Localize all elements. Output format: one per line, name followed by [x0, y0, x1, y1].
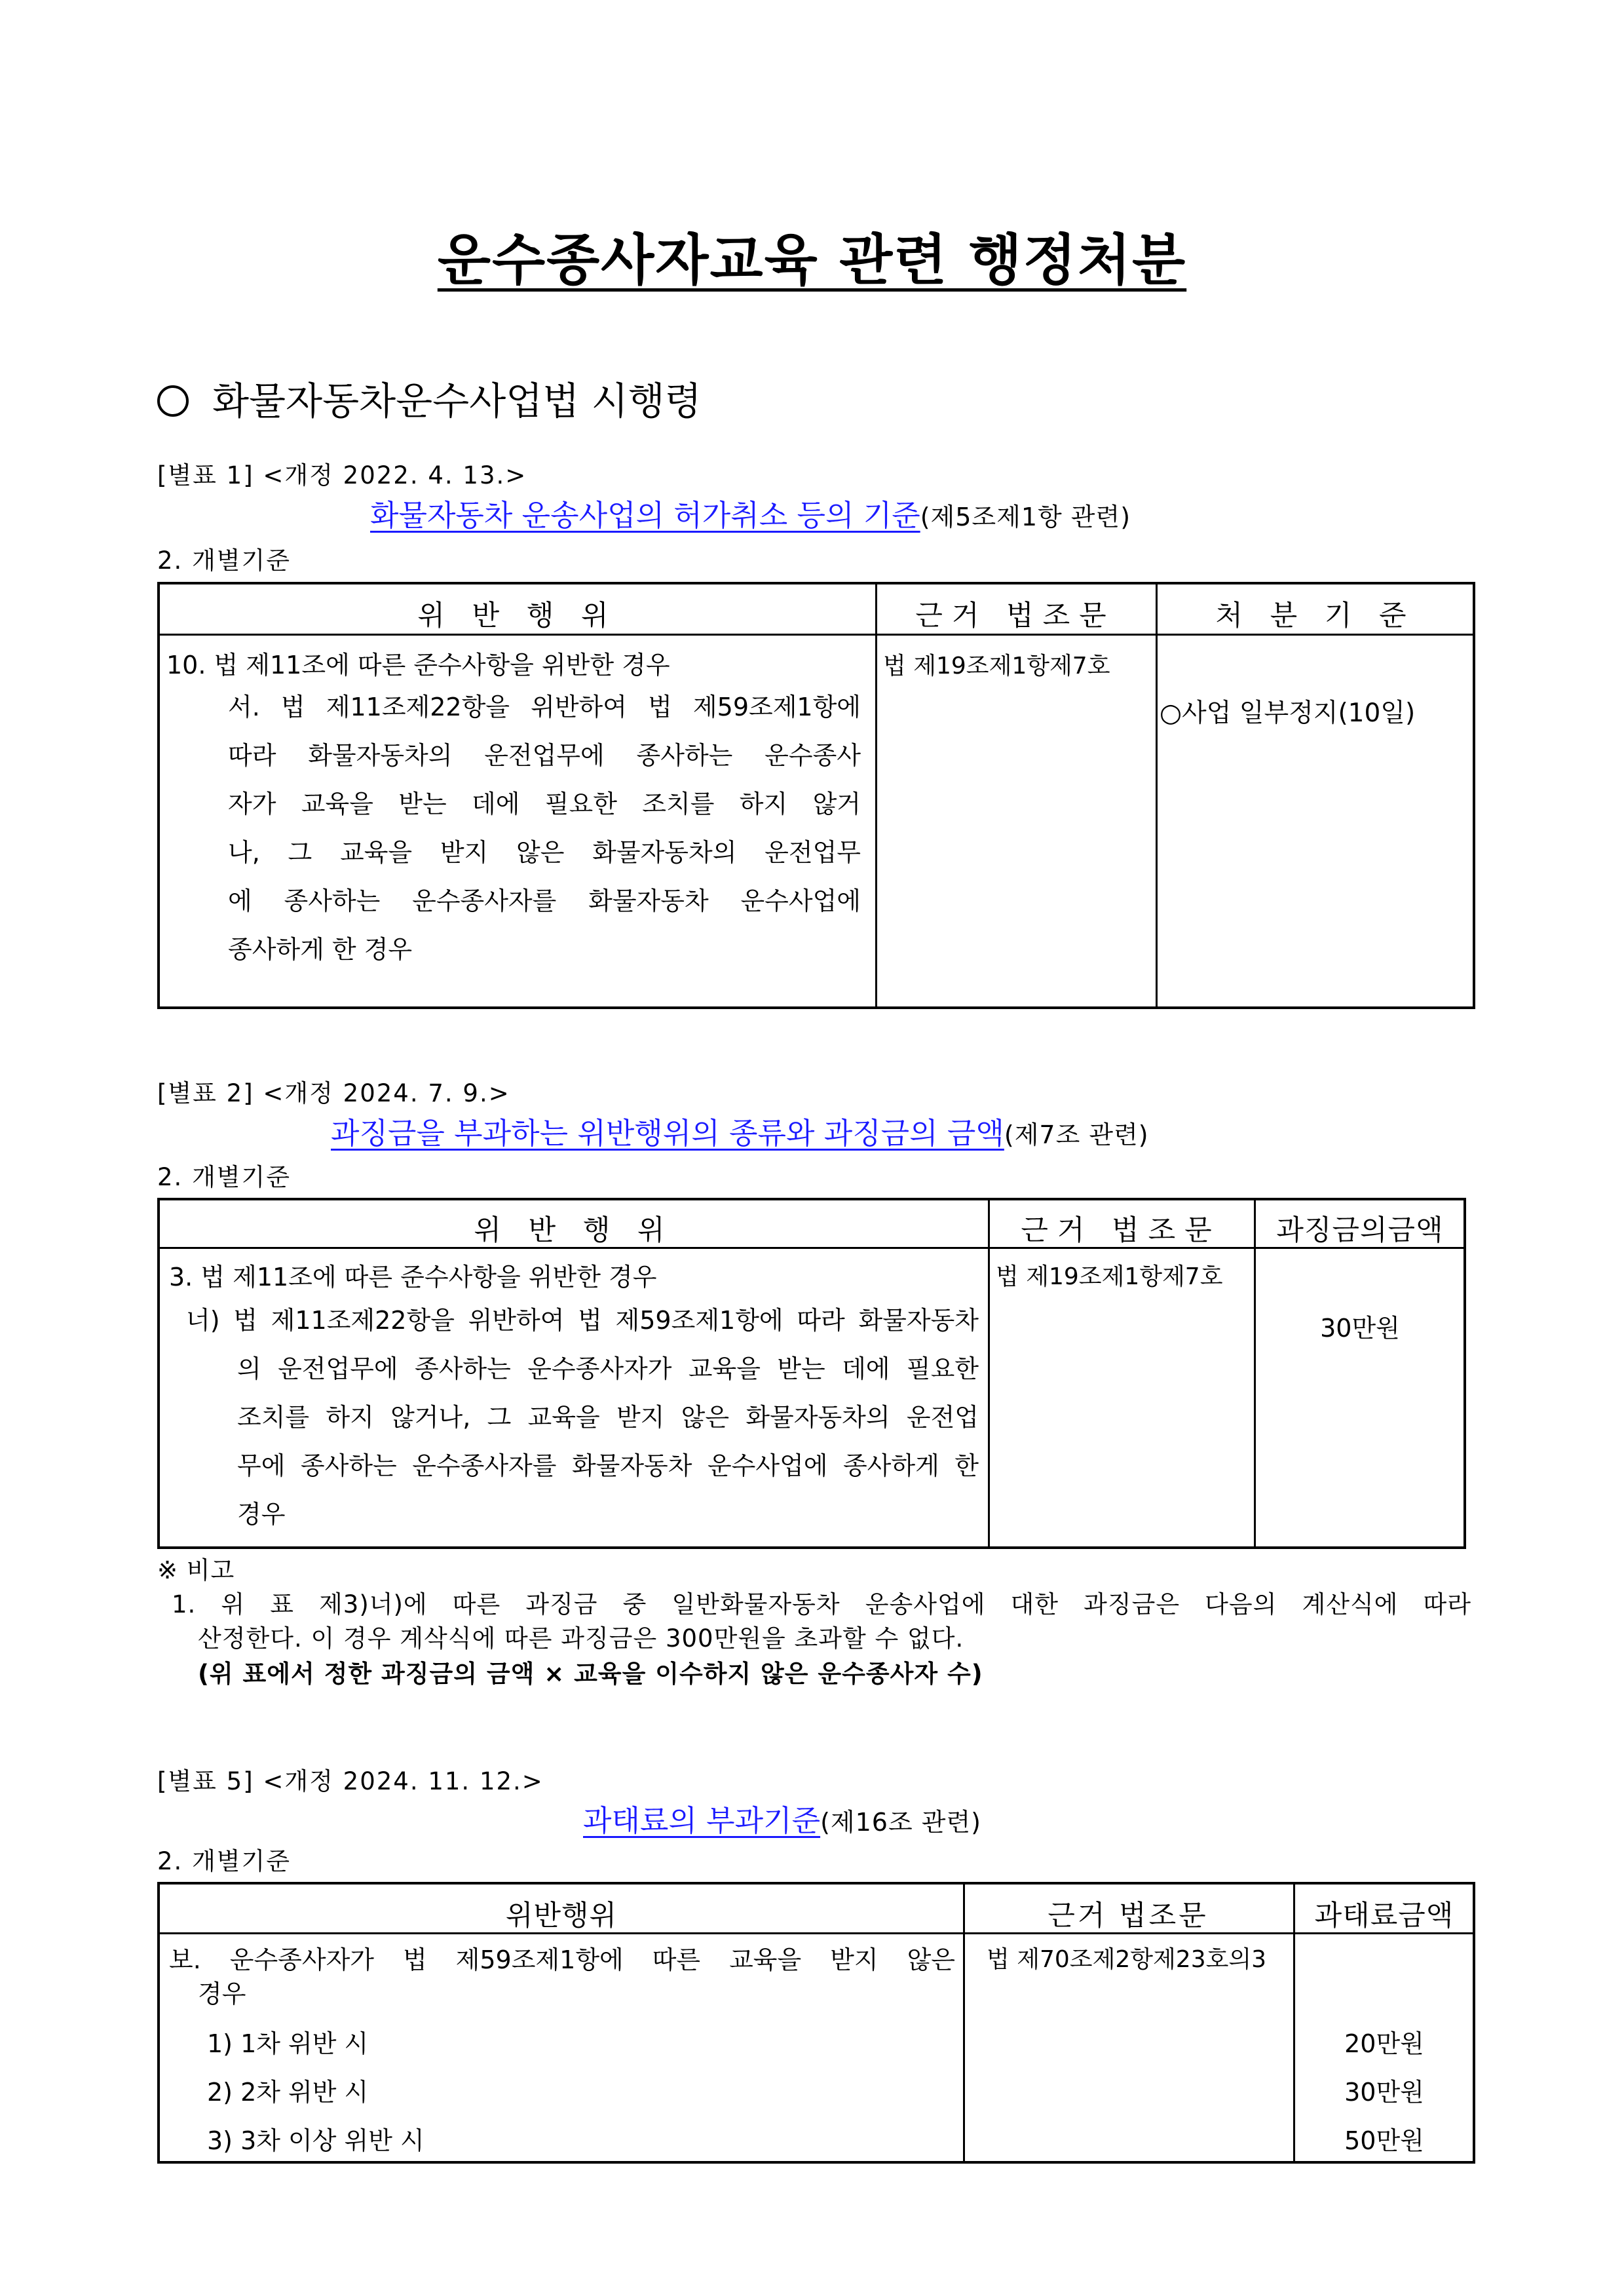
law-ref: 법 제19조제1항제7호	[883, 653, 1110, 679]
row-title-cont: 경우	[198, 1980, 246, 2008]
law-ref: 법 제19조제1항제7호	[996, 1263, 1223, 1290]
annex-1-heading: 화물자동차 운송사업의 허가취소 등의 기준(제5조제1항 관련)	[370, 498, 1131, 533]
header-law: 근거 법조문	[915, 600, 1116, 632]
note-line-2: 산정한다. 이 경우 계삭식에 따른 과징금은 300만원을 초과할 수 없다.	[198, 1624, 964, 1653]
annex-3-heading-link[interactable]: 과태료의 부과기준	[583, 1803, 821, 1838]
header-law: 근거 법조문	[1021, 1214, 1221, 1247]
header-violation: 위 반 행 위	[417, 600, 618, 632]
annex-2-subheading: 2. 개별기준	[157, 1163, 292, 1191]
row-title: 10. 법 제11조에 따른 준수사항을 위반한 경우	[166, 651, 670, 679]
annex-1-subheading: 2. 개별기준	[157, 546, 292, 575]
note-title: ※ 비고	[157, 1556, 235, 1584]
law-name: 화물자동차운수사업법 시행령	[157, 370, 702, 425]
annex-2-table	[157, 1198, 1466, 1549]
violation-item: 서. 법 제11조제22항을 위반하여 법 제59조제1항에 따라 화물자동차의 운전업무에 종사하는 운수종사 자가 교육을 받는 데에 필요한 조치를 하지 않거 나, 그 교육을 받지 않은 화물자동차의 운전업무 에 종사하는 운수종사자를 화물자동차 운수사업에 종사하게 한 경우	[228, 693, 861, 964]
annex-2-heading: 과징금을 부과하는 위반행위의 종류와 과징금의 금액(제7조 관련)	[331, 1116, 1149, 1151]
row-title: 3. 법 제11조에 따른 준수사항을 위반한 경우	[169, 1263, 657, 1292]
annex-3-table	[157, 1882, 1475, 2164]
header-amount: 과징금의금액	[1276, 1214, 1444, 1247]
header-violation: 위 반 행 위	[474, 1214, 674, 1247]
amount-value: 30만원	[1344, 2078, 1424, 2107]
violation-item: 너) 법 제11조제22항을 위반하여 법 제59조제1항에 따라 화물자동차	[186, 1306, 979, 1335]
row-title: 보. 운수종사자가 법 제59조제1항에 따른 교육을 받지 않은	[169, 1945, 955, 1974]
law-ref: 법 제70조제2항제23호의3	[987, 1946, 1267, 1973]
annex-3-subheading: 2. 개별기준	[157, 1847, 292, 1875]
header-amount: 과태료금액	[1314, 1900, 1454, 1932]
list-item: 3) 3차 이상 위반 시	[207, 2126, 425, 2155]
amount-value: 50만원	[1344, 2126, 1424, 2155]
formula: (위 표에서 정한 과징금의 금액 × 교육을 이수하지 않은 운수종사자 수)	[198, 1660, 983, 1688]
annex-3-label: [별표 5] <개정 2024. 11. 12.>	[157, 1767, 544, 1795]
annex-1-heading-link[interactable]: 화물자동차 운송사업의 허가취소 등의 기준	[370, 498, 920, 533]
page-title: 운수종사자교육 관련 행정처분	[437, 228, 1187, 292]
annex-3-heading: 과태료의 부과기준(제16조 관련)	[583, 1803, 981, 1838]
header-law: 근거 법조문	[1048, 1900, 1209, 1932]
amount-value: 20만원	[1344, 2029, 1424, 2058]
note-line-1: 1. 위 표 제3)너)에 따른 과징금 중 일반화물자동차 운송사업에 대한 과징금은 다음의 계산식에 따라	[172, 1590, 1471, 1618]
amount-value: 30만원	[1320, 1314, 1400, 1343]
annex-2-label: [별표 2] <개정 2024. 7. 9.>	[157, 1079, 510, 1107]
annex-1-label: [별표 1] <개정 2022. 4. 13.>	[157, 461, 527, 489]
list-item: 2) 2차 위반 시	[207, 2078, 369, 2107]
annex-2-heading-link[interactable]: 과징금을 부과하는 위반행위의 종류와 과징금의 금액	[331, 1116, 1004, 1151]
penalty-value: ○사업 일부정지(10일)	[1160, 698, 1416, 728]
circle-bullet-icon	[157, 385, 189, 417]
annex-1-table	[157, 582, 1475, 1009]
violation-item-cont: 의 운전업무에 종사하는 운수종사자가 교육을 받는 데에 필요한 조치를 하지 않거나, 그 교육을 받지 않은 화물자동차의 운전업 무에 종사하는 운수종사자를 화물자동차 운수사업에 종사하게 한 경우	[237, 1354, 979, 1529]
list-item: 1) 1차 위반 시	[207, 2029, 369, 2058]
header-penalty: 처 분 기 준	[1215, 600, 1416, 632]
header-violation: 위반행위	[505, 1900, 618, 1932]
